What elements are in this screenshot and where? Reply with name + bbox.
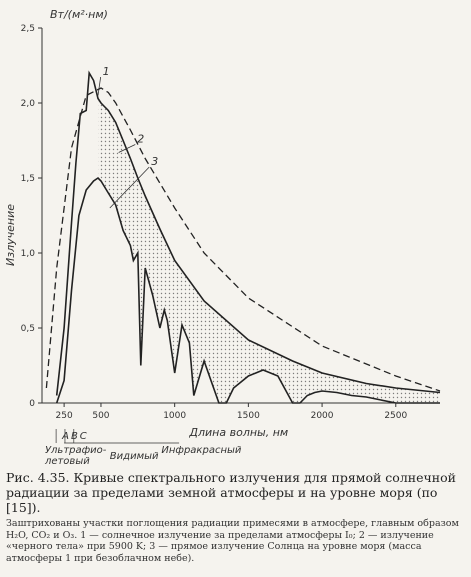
absorption-area — [98, 99, 440, 404]
figure-caption: Рис. 4.35. Кривые спектрального излучения для прямой солнечной радиации за пределами земной атмосферы и на уровне моря (по [15]). — [6, 470, 456, 515]
x-tick-label: 250 — [55, 411, 73, 421]
region-label: C — [79, 431, 87, 442]
x-tick-label: 2500 — [384, 411, 408, 421]
x-tick-label: 1000 — [163, 411, 187, 421]
absorption-shading — [98, 99, 440, 404]
y-tick-label: 2,0 — [20, 99, 35, 109]
y-tick-label: 1,0 — [20, 249, 35, 259]
region-label: Инфракрасный — [161, 445, 242, 456]
y-units: Вт/(м²·нм) — [50, 8, 108, 21]
x-tick-label: 1500 — [236, 411, 260, 421]
region-label: Видимый — [109, 451, 159, 462]
series-label: 1 — [102, 65, 110, 78]
series-label-leader — [98, 77, 101, 96]
y-tick-label: 2,5 — [20, 24, 35, 34]
y-axis-label: Излучение — [4, 204, 17, 266]
y-tick-label: 0,5 — [20, 324, 35, 334]
region-label: B — [70, 431, 78, 442]
x-tick-label: 2000 — [310, 411, 334, 421]
region-label: Ультрафио- — [44, 445, 107, 456]
region-label: A — [62, 431, 69, 442]
y-tick-label: 0 — [29, 399, 35, 409]
series-label: 3 — [151, 155, 159, 168]
region-label: летовый — [44, 456, 90, 467]
figure-note: Заштрихованы участки поглощения радиации примесями в атмосфере, главным образом H₂O, CO₂ и O₃. 1 — солнечное излучение за пределами атмосферы I₀; 2 — излучение «черного тела» при 5900 K; 3 — прямое излучение Солнца на уровне моря (масса атмосферы 1 при безоблачном небе). — [6, 518, 459, 564]
y-tick-label: 1,5 — [20, 174, 35, 184]
series-label: 2 — [137, 132, 145, 146]
x-tick-label: 500 — [92, 411, 110, 421]
x-axis-label: Длина волны, нм — [189, 426, 289, 439]
